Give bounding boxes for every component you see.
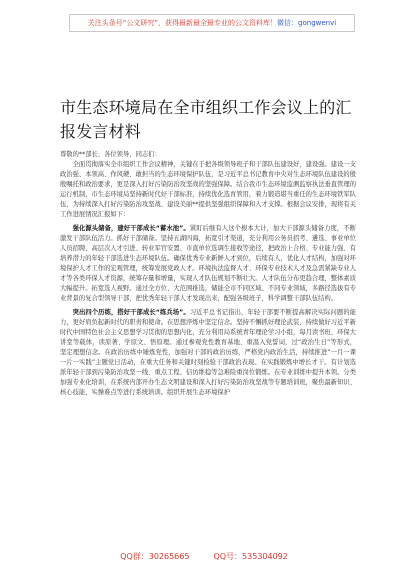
qq-number: QQ号：535304092 bbox=[213, 552, 288, 561]
document-body bbox=[60, 150, 356, 545]
paragraph-text: 紧盯后继有人这个根本大计，加大干部源头储备力度，不断激发干部队伍活力。抓好干部储备。坚持五湖四海，拓宽引才渠道，充分利用公务员招考、遴选、事业单位人员招聘、高层次人才引进、转业军官安置、市直单位选调生接收等途径，把政治上合格、专业能力强、有培养潜力的年轻干部选进生态环境队伍。确保优秀专业新鲜人才到位，后续有人，优化人才结构，加强对环境保护人才工作的宏观管理，统筹发展党政人才。环境执法监督人才、环保专业技术人才及急需紧缺专业人才等各类环保人才资源，统筹存量和增量，实现人才队伍规划不断壮大。人才队伍分布更趋合理，整体素质大幅提升。拓宽选人视野。通过全方位、大范围推选，储能全市不同区域、不同专业领域，多路径选拔有专业背景的复合型领导干部，把优秀年轻干部人才发现出来，配强各级班子，科学调整干部队伍结构。 bbox=[60, 225, 356, 302]
document-title: 市生态环境局在全市组织工作会议上的汇报发言材料 bbox=[60, 98, 352, 141]
banner-text: 关注头条号“公文研究”，获得最新最全最专业的公文资料库！ bbox=[87, 19, 278, 27]
paragraph-text: 习近平总书记指出，年轻干部要不断提高解决实际问题的能力，更好肩负起新时代的职责和使命。在思想淬炼中坚定信念。坚持不懈抓好理论武装，持续做好习近平新时代中国特色社会主义思想学习贯彻的思想内化，充分利用局系统青年理论学习小组，每月读书班、环保大讲堂等载体，读原著、学原文、悟原理。通过参观党性教育基地、重温入党誓词，过“政治生日”等形式，坚定理想信念。在政治历练中锤炼党性，加强对干部的政治历练，严格党内政治生活，持续推进“一月一课一片一实践”主题党日活动，在重大任务和关键时刻检验干部政治表现。在实践锻炼中增长才干。有计划选派年轻干部到污染防治攻坚一线、重点工程、信访维稳等急难险重岗位锻炼。在专业训练中提升本领。分类加强专业化培训，在系统内部开办生态文明建设和深入打好污染防治攻坚战等专题培训班，聚焦最新知识、核心技能、实操难点等进行系统培训。组织开展生态环境保护 bbox=[60, 309, 356, 396]
section-heading: 突出四个历练，搭好干部成长“练兵场”。 bbox=[72, 309, 190, 316]
paragraph-section-2 bbox=[60, 308, 356, 398]
paragraph-section-1 bbox=[60, 224, 356, 304]
promo-banner bbox=[69, 14, 355, 32]
qq-group: QQ群：30265665 bbox=[120, 552, 190, 561]
paragraph-text: 全面贯彻落实全市组织工作会议精神，关键在于把各级领导班子和干部队伍建设好，建设强。建设一支政治强、本领高、作风硬、敢担当的生态环境保护队伍，是习近平总书记教育中央对生态环境队伍建设的殷殷嘱托和政治要求，更是深入打好污染防治攻坚战的坚强保障。结合我市生态环境监测监察执法垂直管理的运行机制，市生态环境局坚持新时代好干部标准，持续优化选育管用，着力锻造堪当重任的生态环境铁军队伍，为持续深入打好污染防治攻坚战、建设美丽**提供坚强组织保障和人才支撑。根据会议安排，现将有关工作进展情况汇报如下： bbox=[60, 161, 356, 218]
wechat-link[interactable]: 微信：gongwenvi bbox=[277, 19, 337, 27]
salutation: 尊敬的**部长、各位领导，同志们： bbox=[60, 151, 161, 158]
contact-footer bbox=[0, 551, 408, 562]
paragraph-intro bbox=[60, 160, 356, 220]
section-heading: 强化源头储备，建好干部成长“蓄水池”。 bbox=[72, 225, 190, 232]
